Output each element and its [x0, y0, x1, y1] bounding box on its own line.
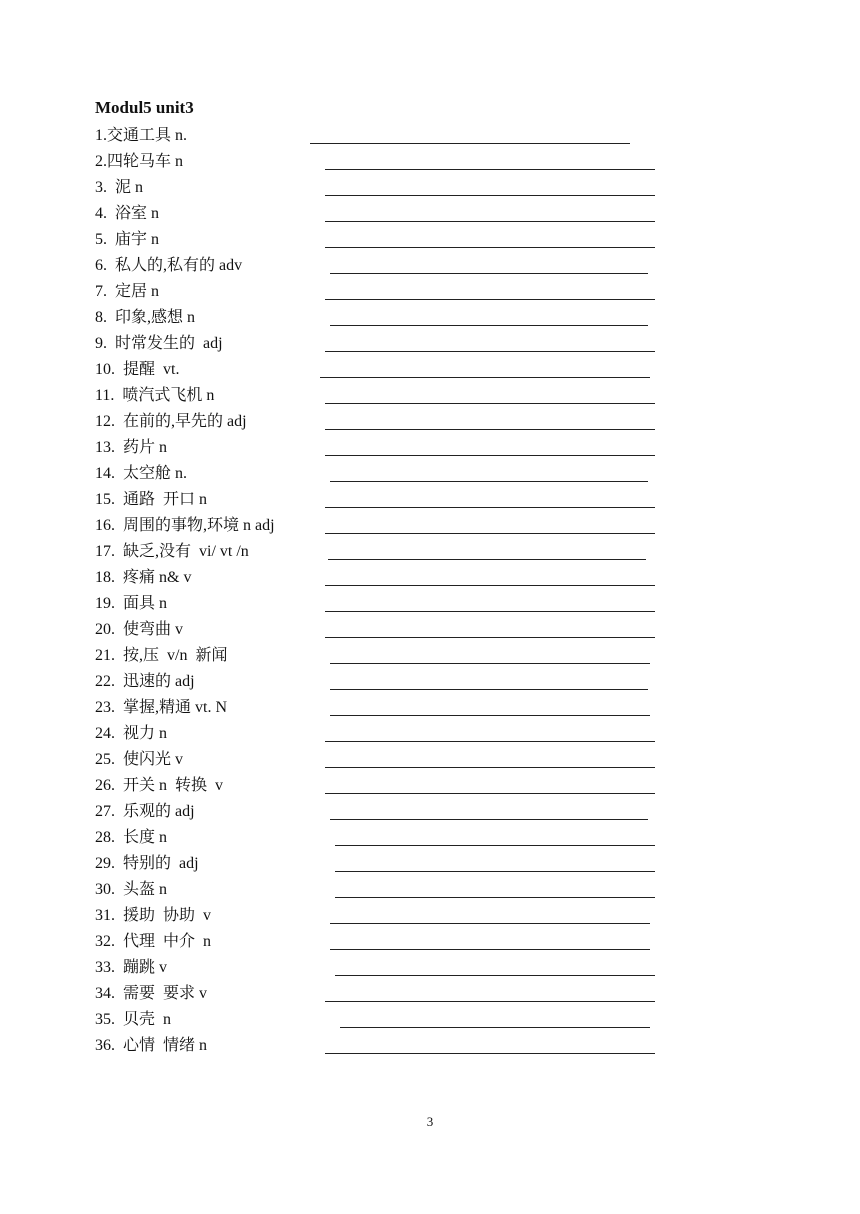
vocab-prompt: 11. 喷汽式飞机 n — [95, 387, 215, 404]
vocab-item — [0, 487, 860, 513]
vocab-prompt: 12. 在前的,早先的 adj — [95, 413, 247, 430]
vocab-prompt: 26. 开关 n 转换 v — [95, 777, 224, 794]
vocab-item — [0, 877, 860, 903]
vocab-item — [0, 461, 860, 487]
answer-blank-line — [330, 689, 648, 690]
vocab-item — [0, 565, 860, 591]
vocab-prompt: 35. 贝壳 n — [95, 1011, 172, 1028]
vocab-item — [0, 123, 860, 149]
vocab-item — [0, 1033, 860, 1059]
vocab-prompt: 17. 缺乏,没有 vi/ vt /n — [95, 543, 249, 560]
vocab-item — [0, 149, 860, 175]
vocab-item — [0, 357, 860, 383]
answer-blank-line — [335, 897, 655, 898]
answer-blank-line — [330, 923, 650, 924]
vocab-prompt: 4. 浴室 n — [95, 205, 160, 222]
vocab-item — [0, 643, 860, 669]
answer-blank-line — [325, 429, 655, 430]
vocab-item — [0, 513, 860, 539]
vocab-prompt: 19. 面具 n — [95, 595, 168, 612]
vocab-item — [0, 851, 860, 877]
vocab-item — [0, 253, 860, 279]
vocab-item — [0, 591, 860, 617]
vocab-prompt: 30. 头盔 n — [95, 881, 168, 898]
answer-blank-line — [325, 767, 655, 768]
answer-blank-line — [325, 793, 655, 794]
vocab-item — [0, 929, 860, 955]
vocab-item — [0, 1007, 860, 1033]
answer-blank-line — [330, 273, 648, 274]
vocab-item — [0, 981, 860, 1007]
vocab-prompt: 24. 视力 n — [95, 725, 168, 742]
vocab-prompt: 15. 通路 开口 n — [95, 491, 208, 508]
vocab-prompt: 6. 私人的,私有的 adv — [95, 257, 243, 274]
vocab-prompt: 36. 心情 情绪 n — [95, 1037, 208, 1054]
vocab-prompt: 18. 疼痛 n& v — [95, 569, 192, 586]
answer-blank-line — [328, 559, 646, 560]
vocab-item — [0, 539, 860, 565]
answer-blank-line — [330, 325, 648, 326]
vocab-prompt: 16. 周围的事物,环境 n adj — [95, 517, 275, 534]
vocab-prompt: 2.四轮马车 n — [95, 153, 184, 170]
vocab-prompt: 13. 药片 n — [95, 439, 168, 456]
vocab-prompt: 3. 泥 n — [95, 179, 144, 196]
vocab-item — [0, 669, 860, 695]
vocab-prompt: 29. 特别的 adj — [95, 855, 199, 872]
vocab-item — [0, 721, 860, 747]
vocab-prompt: 14. 太空舱 n. — [95, 465, 188, 482]
vocab-prompt: 25. 使闪光 v — [95, 751, 184, 768]
vocab-item — [0, 799, 860, 825]
answer-blank-line — [325, 1001, 655, 1002]
vocab-prompt: 5. 庙宇 n — [95, 231, 160, 248]
answer-blank-line — [325, 455, 655, 456]
vocab-prompt: 9. 时常发生的 adj — [95, 335, 223, 352]
page-title: Modul5 unit3 — [95, 98, 194, 117]
vocabulary-list — [0, 123, 860, 1059]
vocab-item — [0, 305, 860, 331]
answer-blank-line — [325, 221, 655, 222]
vocab-item — [0, 695, 860, 721]
answer-blank-line — [325, 247, 655, 248]
answer-blank-line — [330, 663, 650, 664]
vocab-prompt: 1.交通工具 n. — [95, 127, 188, 144]
vocab-prompt: 20. 使弯曲 v — [95, 621, 184, 638]
vocab-item — [0, 435, 860, 461]
answer-blank-line — [325, 403, 655, 404]
vocab-item — [0, 175, 860, 201]
vocab-item — [0, 409, 860, 435]
vocab-item — [0, 617, 860, 643]
vocab-item — [0, 331, 860, 357]
answer-blank-line — [330, 481, 648, 482]
answer-blank-line — [335, 871, 655, 872]
vocab-prompt: 8. 印象,感想 n — [95, 309, 196, 326]
vocab-item — [0, 747, 860, 773]
vocab-prompt: 27. 乐观的 adj — [95, 803, 195, 820]
vocab-item — [0, 825, 860, 851]
vocab-prompt: 23. 掌握,精通 vt. N — [95, 699, 228, 716]
answer-blank-line — [325, 351, 655, 352]
vocab-item — [0, 227, 860, 253]
answer-blank-line — [330, 715, 650, 716]
answer-blank-line — [335, 845, 655, 846]
vocab-prompt: 21. 按,压 v/n 新闻 — [95, 647, 228, 664]
answer-blank-line — [330, 819, 648, 820]
vocab-item — [0, 773, 860, 799]
answer-blank-line — [325, 195, 655, 196]
answer-blank-line — [325, 169, 655, 170]
vocab-prompt: 31. 援助 协助 v — [95, 907, 212, 924]
vocab-prompt: 22. 迅速的 adj — [95, 673, 195, 690]
answer-blank-line — [335, 975, 655, 976]
vocab-prompt: 34. 需要 要求 v — [95, 985, 208, 1002]
vocab-prompt: 33. 蹦跳 v — [95, 959, 168, 976]
page-number: 3 — [426, 1114, 434, 1129]
answer-blank-line — [320, 377, 650, 378]
answer-blank-line — [325, 741, 655, 742]
vocab-item — [0, 955, 860, 981]
answer-blank-line — [325, 1053, 655, 1054]
vocab-item — [0, 279, 860, 305]
answer-blank-line — [340, 1027, 650, 1028]
answer-blank-line — [325, 637, 655, 638]
vocab-prompt: 32. 代理 中介 n — [95, 933, 212, 950]
vocab-item — [0, 201, 860, 227]
answer-blank-line — [330, 949, 650, 950]
answer-blank-line — [325, 507, 655, 508]
answer-blank-line — [325, 533, 655, 534]
vocab-prompt: 10. 提醒 vt. — [95, 361, 180, 378]
answer-blank-line — [325, 585, 655, 586]
answer-blank-line — [325, 299, 655, 300]
vocab-prompt: 7. 定居 n — [95, 283, 160, 300]
answer-blank-line — [325, 611, 655, 612]
vocab-prompt: 28. 长度 n — [95, 829, 168, 846]
answer-blank-line — [310, 143, 630, 144]
vocab-item — [0, 903, 860, 929]
vocab-item — [0, 383, 860, 409]
